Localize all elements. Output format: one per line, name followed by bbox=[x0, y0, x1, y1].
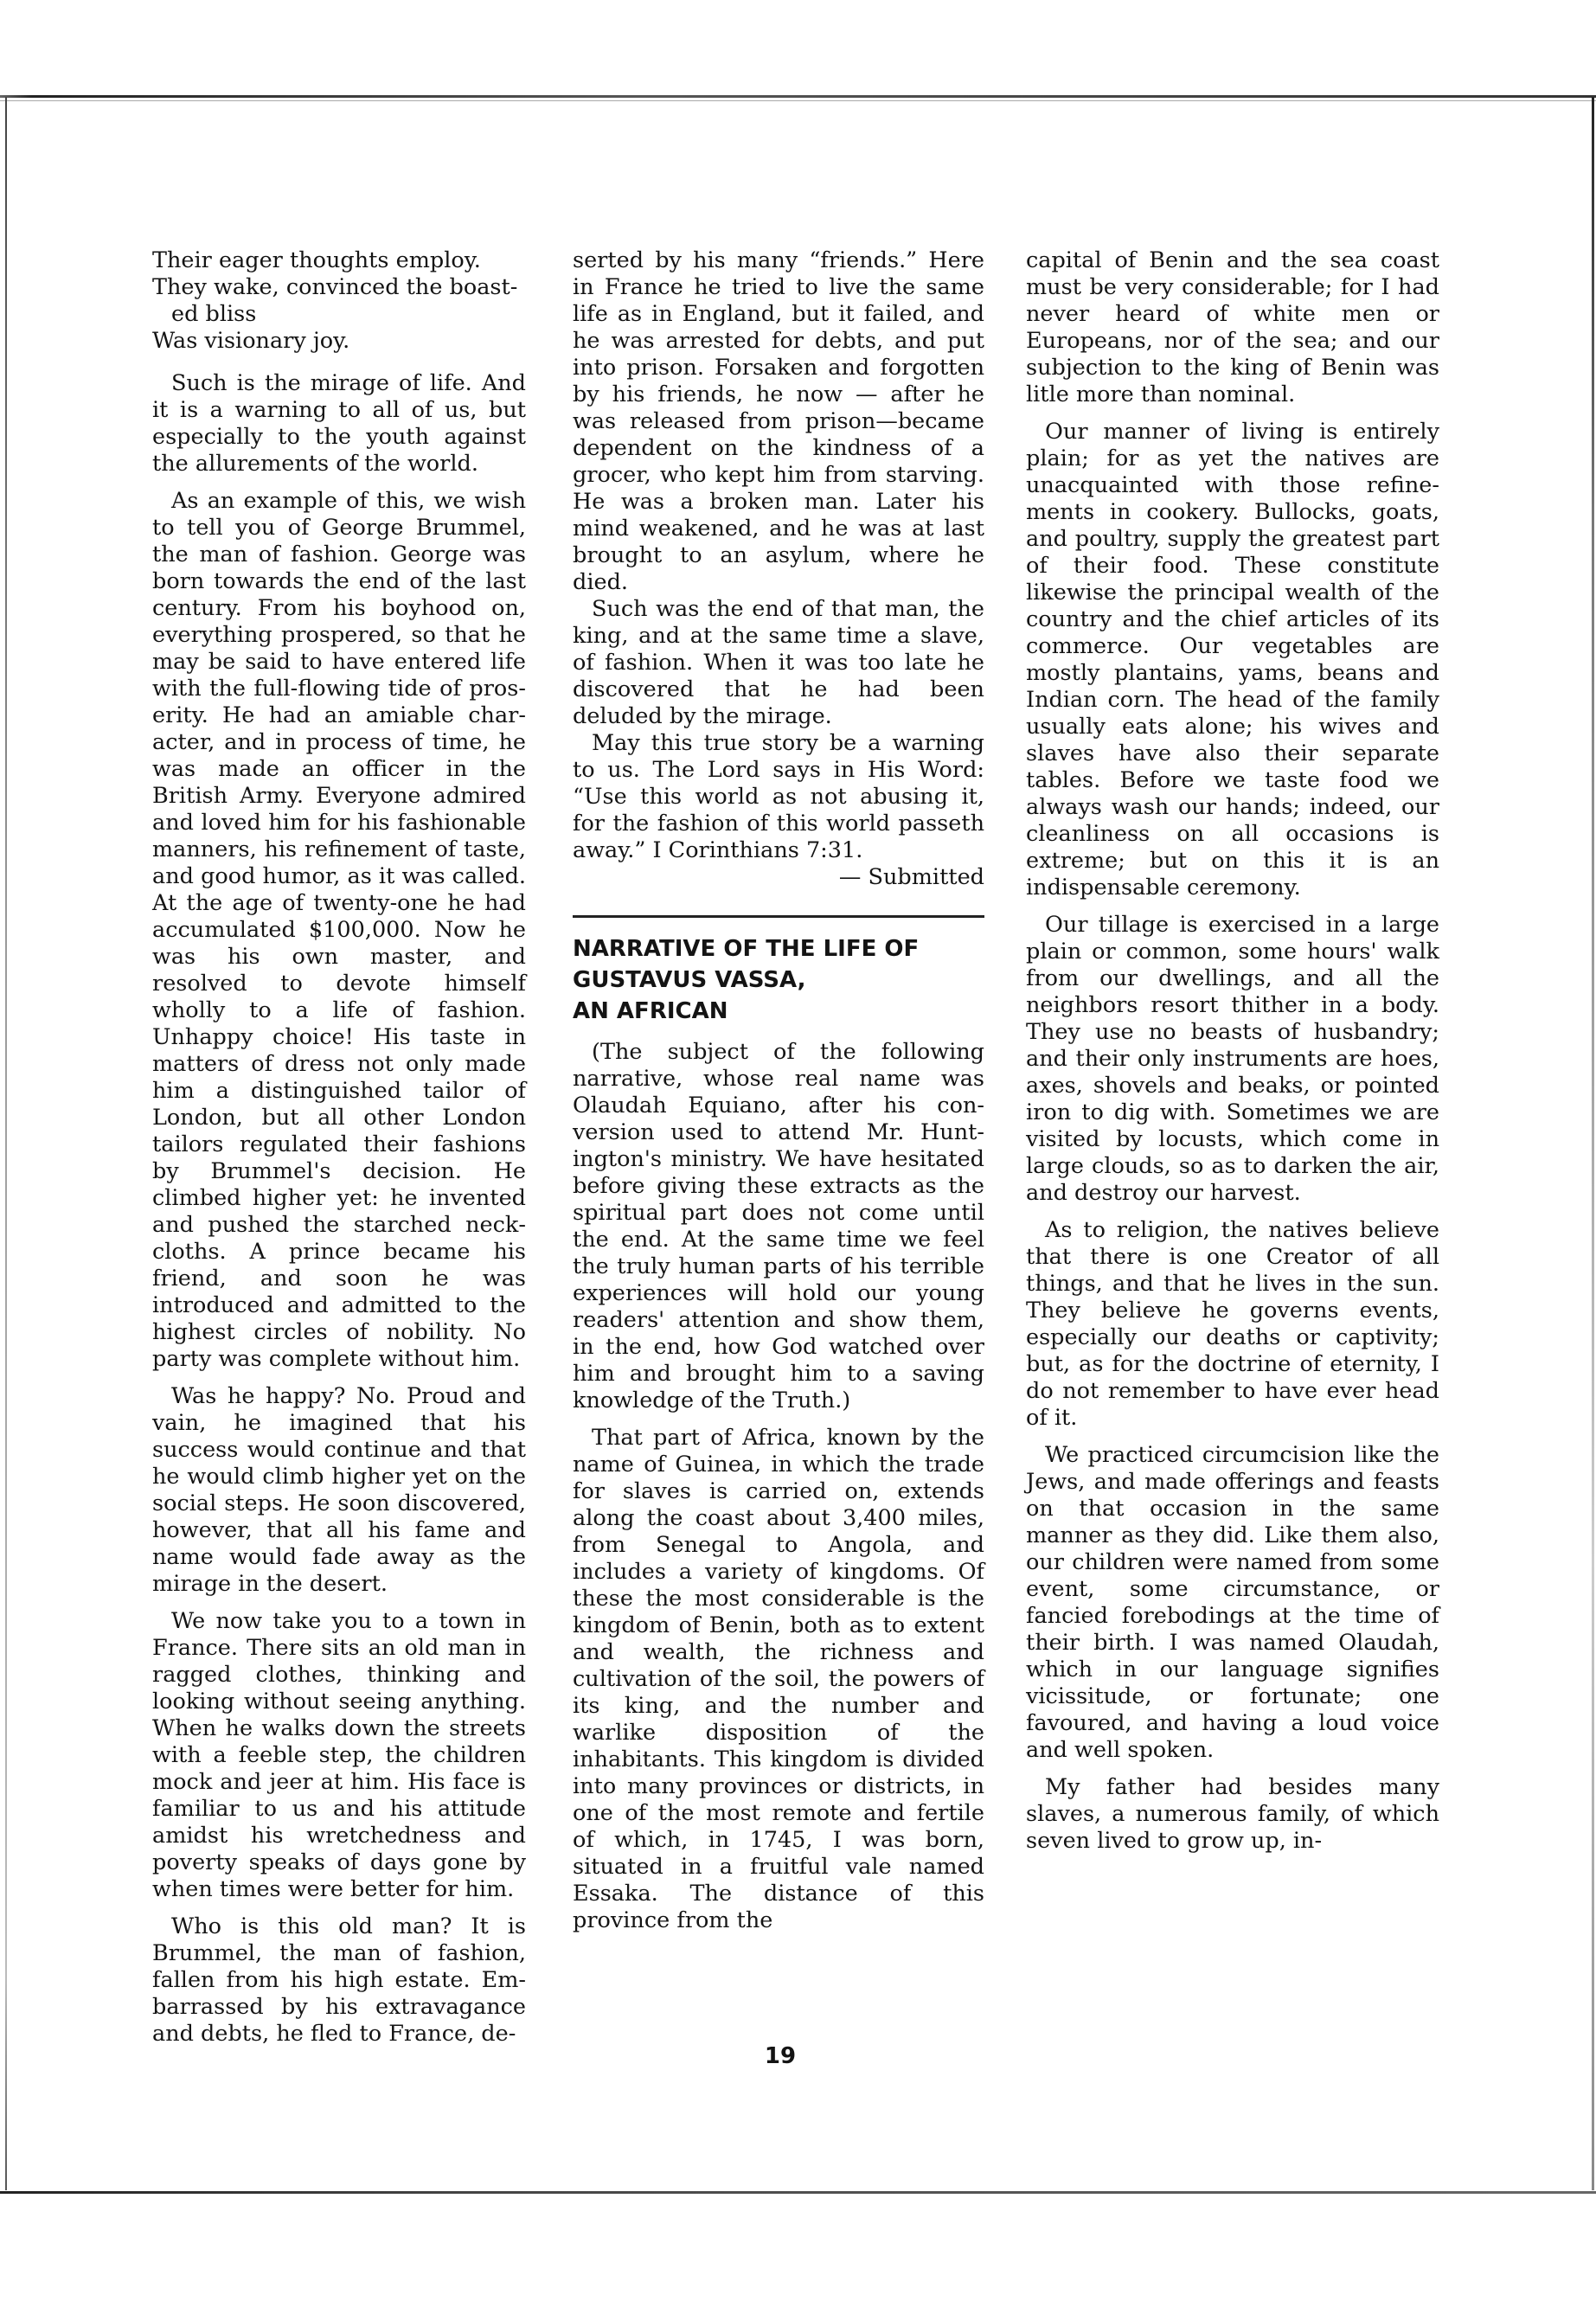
scan-edge-top-inner bbox=[0, 100, 1596, 101]
heading-line: AN AFRICAN bbox=[573, 998, 728, 1024]
middle-column bbox=[573, 247, 984, 1945]
paragraph: We now take you to a town in France. There sits an old man in ragged clothes, thinking and looking without seeing anything. When he walks down the streets with a feeble step, the children mock and jeer at him. His face is familiar to us and his attitude amidst his wretchedness and poverty speaks of days gone by when times were better for him. bbox=[152, 1608, 526, 1902]
heading-line: NARRATIVE OF THE LIFE OF bbox=[573, 936, 920, 962]
scan-edge-left bbox=[5, 97, 7, 2190]
poem-line: ed bliss bbox=[171, 301, 257, 327]
left-column bbox=[152, 247, 526, 2058]
paragraph: Was he happy? No. Proud and vain, he imagined that his success would continue and that he would climb higher yet on the social steps. He soon discovered, however, that all his fame and name would fade away as the mirage in the desert. bbox=[152, 1383, 526, 1597]
paragraph: May this true story be a warning to us. The Lord says in His Word: “Use this world as not abusing it, for the fashion of this world passeth away.” I Corinthians 7:31. bbox=[573, 730, 984, 863]
paragraph: We practiced circumcision like the Jews, and made offerings and feasts on that occasion in the same manner as they did. Like them also, our children were named from some event, some circumstance, or fancied forebodings at the time of their birth. I was named Olaudah, which in our language signifies vicissitude, or fortunate; one favoured, and having a loud voice and well spoken. bbox=[1026, 1442, 1439, 1763]
right-column bbox=[1026, 247, 1439, 1865]
poem-line: They wake, convinced the boast- bbox=[152, 274, 518, 300]
paragraph: Such was the end of that man, the king, and at the same time a slave, of fashion. When it was too late he discovered that he had been deluded by the mirage. bbox=[573, 596, 984, 729]
scan-edge-right bbox=[1592, 97, 1594, 2190]
paragraph: My father had besides many slaves, a numerous family, of which seven lived to grow up, in- bbox=[1026, 1774, 1439, 1854]
heading-line: GUSTAVUS VASSA, bbox=[573, 967, 806, 993]
paragraph: As to religion, the natives believe that there is one Creator of all things, and that he lives in the sun. They believe he governs events, especially our deaths or captivity; but, as for the doctrine of eternity, I do not remember to have ever head of it. bbox=[1026, 1217, 1439, 1431]
article-heading bbox=[573, 933, 984, 1027]
section-divider bbox=[573, 915, 984, 918]
paragraph: Our tillage is exercised in a large plain or common, some hours' walk from our dwellings, and all the neighbors resort thither in a body. They use no beasts of husbandry; and their only instruments are hoes, axes, shovels and beaks, or pointed iron to dig with. Sometimes we are visited by locusts, which come in large clouds, so as to darken the air, and destroy our harvest. bbox=[1026, 912, 1439, 1206]
paragraph: serted by his many “friends.” Here in France he tried to live the same life as in England, but it failed, and he was arrested for debts, and put into prison. Forsaken and forgotten by his friends, he now — after he was released from prison—became dependent on the kindness of a grocer, who kept him from starving. He was a broken man. Later his mind weakened, and he was at last brought to an asylum, where he died. bbox=[573, 247, 984, 595]
poem-line: Their eager thoughts employ. bbox=[152, 247, 481, 273]
paragraph: Who is this old man? It is Brummel, the man of fashion, fallen from his high estate. Embarrassed by his extravagance and debts, he fled to France, de- bbox=[152, 1913, 526, 2047]
scan-edge-top bbox=[0, 95, 1596, 98]
paragraph: Such is the mirage of life. And it is a warning to all of us, but especially to the youth against the allurements of the world. bbox=[152, 370, 526, 477]
scan-edge-bottom bbox=[0, 2191, 1596, 2194]
submitted-signature: — Submitted bbox=[838, 864, 984, 890]
paragraph: As an example of this, we wish to tell you of George Brummel, the man of fashion. George was born towards the end of the last century. From his boyhood on, everything prospered, so that he may be said to have entered life with the full-flowing tide of proserity. He had an amiable character, and in process of time, he was made an officer in the British Army. Everyone admired and loved him for his fashionable manners, his refinement of taste, and good humor, as it was called. At the age of twenty-one he had accumulated $100,000. Now he was his own master, and resolved to devote himself wholly to a life of fashion. Unhappy choice! His taste in matters of dress not only made him a distinguished tailor of London, but all other London tailors regulated their fashions by Brummel's decision. He climbed higher yet: he invented and pushed the starched neckcloths. A prince became his friend, and soon he was introduced and admitted to the highest circles of nobility. No party was complete without him. bbox=[152, 488, 526, 1372]
paragraph: That part of Africa, known by the name of Guinea, in which the trade for slaves is carried on, extends along the coast about 3,400 miles, from Senegal to Angola, and includes a variety of kingdoms. Of these the most considerable is the kingdom of Benin, both as to extent and wealth, the richness and cultivation of the soil, the powers of its king, and the number and warlike disposition of the inhabitants. This kingdom is divided into many provinces or districts, in one of the most remote and fertile of which, in 1745, I was born, situated in a fruitful vale named Essaka. The distance of this province from the bbox=[573, 1425, 984, 1933]
poem-stanza bbox=[152, 247, 526, 355]
paragraph: (The subject of the following narrative, whose real name was Olaudah Equiano, after his conversion used to attend Mr. Huntington's ministry. We have hesitated before giving these extracts as the spiritual part does not come until the end. At the same time we feel the truly human parts of his terrible experiences will hold our young readers' attention and show them, in the end, how God watched over him and brought him to a saving knowledge of the Truth.) bbox=[573, 1039, 984, 1413]
paragraph: capital of Benin and the sea coast must be very considerable; for I had never heard of white men or Europeans, nor of the sea; and our subjection to the king of Benin was litle more than nominal. bbox=[1026, 247, 1439, 407]
paragraph: Our manner of living is entirely plain; for as yet the natives are unacquainted with those refinements in cookery. Bullocks, goats, and poultry, supply the greatest part of their food. These constitute likewise the principal wealth of the country and the chief articles of its commerce. Our vegetables are mostly plantains, yams, beans and Indian corn. The head of the family usually eats alone; his wives and slaves have also their separate tables. Before we taste food we always wash our hands; indeed, our cleanliness on all occasions is extreme; but on this it is an indispensable ceremony. bbox=[1026, 419, 1439, 901]
page-number: 19 bbox=[764, 2043, 797, 2069]
poem-line: Was visionary joy. bbox=[152, 328, 350, 354]
